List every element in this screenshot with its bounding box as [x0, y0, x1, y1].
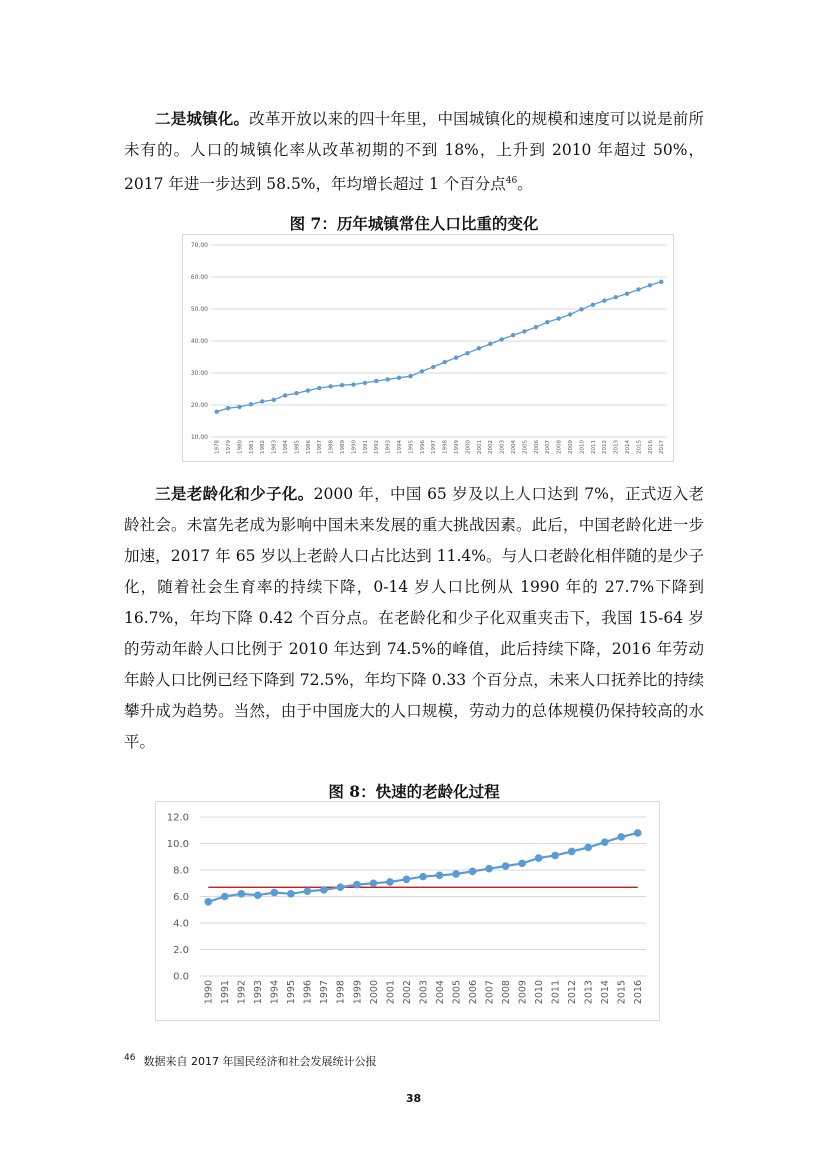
x-tick-label: 2004 — [511, 440, 518, 454]
footnote-text: 数据来自 2017 年国民经济和社会发展统计公报 — [143, 1055, 377, 1068]
y-tick-label: 4.0 — [173, 918, 189, 930]
data-point — [617, 833, 625, 841]
x-tick-label: 2008 — [556, 440, 563, 454]
x-tick-label: 2012 — [602, 440, 609, 454]
x-tick-label: 2013 — [583, 980, 595, 1005]
x-tick-label: 1991 — [220, 980, 232, 1005]
x-tick-label: 1997 — [431, 440, 438, 454]
x-tick-label: 2003 — [499, 440, 506, 454]
x-tick-label: 1978 — [214, 440, 221, 454]
sentence-end: 。 — [517, 175, 533, 194]
x-tick-label: 2014 — [625, 440, 632, 454]
x-tick-label: 1980 — [237, 440, 244, 454]
x-tick-label: 2013 — [613, 440, 620, 454]
data-point — [237, 405, 241, 409]
data-point — [304, 887, 312, 895]
x-tick-label: 2001 — [385, 980, 397, 1005]
data-point — [397, 376, 401, 380]
x-tick-label: 2001 — [476, 440, 483, 454]
data-point — [431, 365, 435, 369]
data-point — [568, 312, 572, 316]
section-aging-lead: 三是老龄化和少子化。 — [155, 484, 314, 503]
x-tick-label: 1989 — [340, 440, 347, 454]
data-point — [226, 406, 230, 410]
data-point — [363, 381, 367, 385]
data-point — [591, 303, 595, 307]
data-point — [534, 325, 538, 329]
x-tick-label: 1996 — [419, 440, 426, 454]
data-point — [502, 862, 510, 870]
y-tick-label: 70.00 — [190, 242, 208, 250]
figure7-chart — [182, 234, 674, 462]
data-point — [306, 388, 310, 392]
x-tick-label: 2008 — [500, 980, 512, 1005]
data-point — [579, 307, 583, 311]
x-tick-label: 2011 — [590, 440, 597, 454]
x-tick-label: 2006 — [533, 440, 540, 454]
section-urbanization-lead: 二是城镇化。 — [155, 109, 250, 128]
x-tick-label: 1983 — [271, 440, 278, 454]
x-tick-label: 1998 — [335, 980, 347, 1005]
data-point — [351, 382, 355, 386]
data-point — [320, 886, 328, 894]
aging-line-chart — [156, 802, 659, 1020]
data-point — [419, 873, 427, 881]
data-point — [337, 883, 345, 891]
y-tick-label: 2.0 — [173, 945, 189, 956]
x-tick-label: 2015 — [616, 980, 628, 1005]
x-tick-label: 2011 — [550, 980, 562, 1005]
x-tick-label: 2010 — [579, 440, 586, 454]
x-tick-label: 2006 — [467, 980, 479, 1005]
data-point — [249, 402, 253, 406]
data-point — [287, 890, 295, 898]
page-number: 38 — [405, 1092, 422, 1105]
x-tick-label: 2009 — [517, 980, 529, 1005]
data-point — [221, 893, 229, 901]
x-tick-label: 1986 — [305, 440, 312, 454]
data-point — [551, 852, 559, 860]
x-tick-label: 2017 — [659, 440, 666, 454]
x-tick-label: 1997 — [319, 980, 331, 1005]
x-tick-label: 2007 — [484, 980, 496, 1005]
section-aging-body: 2000 年，中国 65 岁及以上人口达到 7%，正式迈入老龄社会。未富先老成为影响中国未来发展的重大挑战因素。此后，中国老龄化进一步加速，2017 年 65 岁以上老龄人口占比达到 11.4%。与人口老龄化相伴随的是少子化，随着社会生育率的持续下降，0-14 岁人口比例从 1990 年的 27.7%下降到 16.7%，年均下降 0.42 个百分点。在老龄化和少子化双重夹击下，我国 15-64 岁的劳动年龄人口比例于 2010 年达到 74.5%的峰值，此后持续下降，2016 年劳动年龄人口比例已经下降到 72.5%，年均下降 0.33 个百分点，未来人口抚养比的持续攀升成为趋势。当然，由于中国庞大的人口规模，劳动力的总体规模仍保持较高的水平。 — [124, 485, 704, 751]
x-tick-label: 1990 — [351, 440, 358, 454]
data-point — [408, 374, 412, 378]
x-tick-label: 1994 — [397, 440, 404, 454]
series-line — [217, 282, 662, 412]
data-point — [535, 854, 543, 862]
data-point — [636, 287, 640, 291]
x-tick-label: 1981 — [248, 440, 255, 454]
x-tick-label: 1992 — [374, 440, 381, 454]
data-point — [403, 875, 411, 883]
x-tick-label: 1990 — [203, 980, 215, 1005]
x-tick-label: 2012 — [566, 980, 578, 1005]
x-tick-label: 2002 — [488, 440, 495, 454]
x-tick-label: 1987 — [317, 440, 324, 454]
data-point — [386, 878, 394, 886]
y-tick-label: 20.00 — [190, 402, 208, 410]
x-tick-label: 1982 — [260, 440, 267, 454]
x-tick-label: 2005 — [451, 980, 463, 1005]
x-tick-label: 1985 — [294, 440, 301, 454]
footnote-mark: 46 — [124, 1053, 136, 1064]
footnote-reference[interactable]: 46 — [505, 176, 518, 186]
x-tick-label: 1998 — [442, 440, 449, 454]
x-tick-label: 1994 — [269, 980, 281, 1005]
y-tick-label: 8.0 — [173, 865, 189, 877]
data-point — [614, 295, 618, 299]
data-point — [500, 337, 504, 341]
data-point — [625, 291, 629, 295]
x-tick-label: 1984 — [283, 440, 290, 454]
data-point — [204, 898, 212, 906]
data-point — [271, 889, 279, 897]
urbanization-line-chart — [183, 235, 673, 461]
data-point — [370, 879, 378, 887]
data-point — [254, 891, 262, 899]
data-point — [659, 280, 663, 284]
y-tick-label: 6.0 — [173, 892, 189, 903]
data-point — [634, 829, 642, 837]
x-tick-label: 2003 — [418, 980, 430, 1005]
x-tick-label: 1993 — [253, 980, 265, 1005]
x-tick-label: 2007 — [545, 440, 552, 454]
data-point — [477, 346, 481, 350]
data-point — [317, 386, 321, 390]
data-point — [454, 355, 458, 359]
data-point — [488, 342, 492, 346]
x-tick-label: 2004 — [434, 980, 446, 1005]
data-point — [602, 298, 606, 302]
data-point — [557, 316, 561, 320]
y-tick-label: 10.00 — [190, 434, 208, 442]
x-tick-label: 1996 — [302, 980, 314, 1005]
section-urbanization — [124, 103, 704, 200]
y-tick-label: 30.00 — [190, 370, 208, 378]
data-point — [340, 383, 344, 387]
x-tick-label: 2010 — [533, 980, 545, 1005]
x-tick-label: 1988 — [328, 440, 335, 454]
y-tick-label: 10.0 — [166, 839, 189, 850]
figure8-caption: 图 8：快速的老龄化过程 — [328, 782, 500, 801]
data-point — [294, 391, 298, 395]
data-point — [601, 838, 609, 846]
footnote — [124, 1053, 376, 1069]
x-tick-label: 2002 — [401, 980, 413, 1005]
data-point — [329, 384, 333, 388]
x-tick-label: 1999 — [454, 440, 461, 454]
y-tick-label: 12.0 — [166, 812, 189, 824]
data-point — [283, 393, 287, 397]
data-point — [522, 329, 526, 333]
data-point — [272, 398, 276, 402]
x-tick-label: 2009 — [568, 440, 575, 454]
data-point — [436, 872, 444, 880]
data-point — [511, 333, 515, 337]
y-tick-label: 0.0 — [173, 971, 189, 983]
x-tick-label: 1995 — [286, 980, 298, 1005]
x-tick-label: 1991 — [362, 440, 369, 454]
data-point — [443, 360, 447, 364]
figure7-caption: 图 7：历年城镇常住人口比重的变化 — [289, 214, 539, 233]
data-point — [485, 865, 493, 873]
x-tick-label: 1999 — [352, 980, 364, 1005]
figure8-chart — [155, 801, 660, 1021]
x-tick-label: 2015 — [636, 440, 643, 454]
x-tick-label: 2016 — [633, 980, 645, 1005]
data-point — [518, 860, 526, 868]
data-point — [452, 870, 460, 878]
x-tick-label: 2016 — [647, 440, 654, 454]
data-point — [215, 410, 219, 414]
x-tick-label: 2005 — [522, 440, 529, 454]
data-point — [545, 320, 549, 324]
x-tick-label: 1995 — [408, 440, 415, 454]
data-point — [386, 377, 390, 381]
y-tick-label: 60.00 — [190, 274, 208, 282]
x-tick-label: 1979 — [226, 440, 233, 454]
data-point — [469, 868, 477, 876]
x-tick-label: 2000 — [368, 980, 380, 1005]
x-tick-label: 2014 — [600, 980, 612, 1005]
data-point — [568, 848, 576, 856]
section-urbanization-body: 改革开放以来的四十年里，中国城镇化的规模和速度可以说是前所未有的。人口的城镇化率从改革初期的不到 18%，上升到 2010 年超过 50%，2017 年进一步达到 58.5%，年均增长超过 1 个百分点 — [124, 110, 704, 194]
y-tick-label: 40.00 — [190, 338, 208, 346]
data-point — [353, 881, 361, 889]
y-tick-label: 50.00 — [190, 306, 208, 314]
x-tick-label: 1992 — [236, 980, 248, 1005]
x-tick-label: 2000 — [465, 440, 472, 454]
section-aging — [124, 478, 704, 758]
data-point — [648, 283, 652, 287]
data-point — [374, 379, 378, 383]
data-point — [237, 890, 245, 898]
data-point — [465, 351, 469, 355]
x-tick-label: 1993 — [385, 440, 392, 454]
data-point — [420, 369, 424, 373]
data-point — [584, 844, 592, 852]
data-point — [260, 399, 264, 403]
